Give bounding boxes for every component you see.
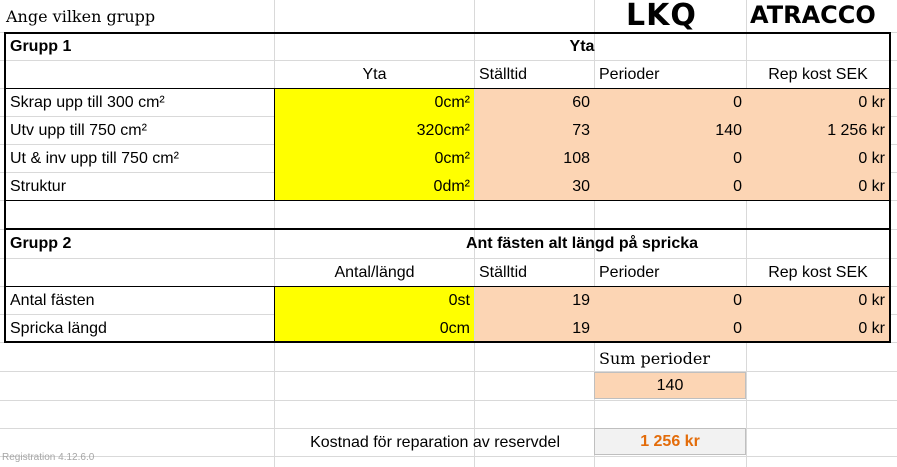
group1-col-kost: Rep kost SEK	[768, 65, 868, 83]
group2-col-antal: Antal/längd	[334, 263, 415, 281]
lkq-logo: LKQ	[626, 0, 697, 33]
cost-value: 1 256 kr	[594, 428, 746, 455]
group1-border-top	[4, 32, 891, 34]
perioder-value: 0	[733, 93, 742, 111]
stalltid-value: 19	[572, 291, 590, 309]
yta-input[interactable]: 0cm²	[434, 149, 470, 167]
kost-value: 0 kr	[858, 319, 885, 337]
kost-value: 1 256 kr	[827, 121, 885, 139]
langd-input[interactable]: 0cm	[439, 319, 470, 337]
version-label: Registration 4.12.6.0	[2, 452, 95, 463]
group2-col-stalltid: Ställtid	[479, 263, 528, 281]
kost-value: 0 kr	[858, 291, 885, 309]
table-row-label: Skrap upp till 300 cm²	[10, 93, 165, 111]
table-row-label: Antal fästen	[10, 291, 95, 309]
group2-col-perioder: Perioder	[599, 263, 660, 281]
group2-title: Grupp 2	[10, 235, 72, 252]
table-row-label: Utv upp till 750 cm²	[10, 121, 147, 139]
yta-input[interactable]: 0cm²	[434, 93, 470, 111]
group1-section-title: Yta	[569, 37, 595, 55]
antal-input[interactable]: 0st	[448, 291, 470, 309]
kost-value: 0 kr	[858, 177, 885, 195]
group1-label-rule	[274, 88, 275, 201]
table-row-label: Ut & inv upp till 750 cm²	[10, 149, 179, 167]
table-row-label: Struktur	[10, 177, 67, 195]
sum-perioder-value: 140	[594, 372, 746, 399]
stalltid-value: 73	[572, 121, 590, 139]
stalltid-value: 60	[572, 93, 590, 111]
group1-col-yta: Yta	[362, 65, 387, 83]
cost-label: Kostnad för reparation av reservdel	[310, 433, 560, 451]
perioder-value: 0	[733, 291, 742, 309]
group2-col-kost: Rep kost SEK	[768, 263, 868, 281]
group1-title: Grupp 1	[10, 37, 72, 55]
stalltid-value: 108	[563, 149, 590, 167]
perioder-value: 0	[733, 319, 742, 337]
perioder-value: 140	[715, 121, 742, 139]
group1-bottom-rule	[4, 200, 891, 201]
yta-input[interactable]: 0dm²	[433, 177, 470, 195]
group1-col-perioder: Perioder	[599, 65, 660, 83]
kost-value: 0 kr	[858, 149, 885, 167]
group2-label-rule	[274, 286, 275, 342]
group1-header-rule	[4, 88, 891, 89]
stalltid-value: 30	[572, 177, 590, 195]
table-row-label: Spricka längd	[10, 319, 107, 337]
kost-value: 0 kr	[858, 93, 885, 111]
atracco-logo: ATRACCO	[750, 1, 876, 29]
yta-input[interactable]: 320cm²	[416, 121, 470, 139]
stalltid-value: 19	[572, 319, 590, 337]
perioder-value: 0	[733, 149, 742, 167]
perioder-value: 0	[733, 177, 742, 195]
group2-section-title: Ant fästen alt längd på spricka	[465, 235, 699, 252]
group2-header-rule	[4, 286, 891, 287]
group1-col-stalltid: Ställtid	[479, 65, 528, 83]
sum-perioder-label: Sum perioder	[599, 349, 710, 368]
group2-border-bottom	[4, 341, 891, 343]
page-title: Ange vilken grupp	[6, 6, 156, 26]
